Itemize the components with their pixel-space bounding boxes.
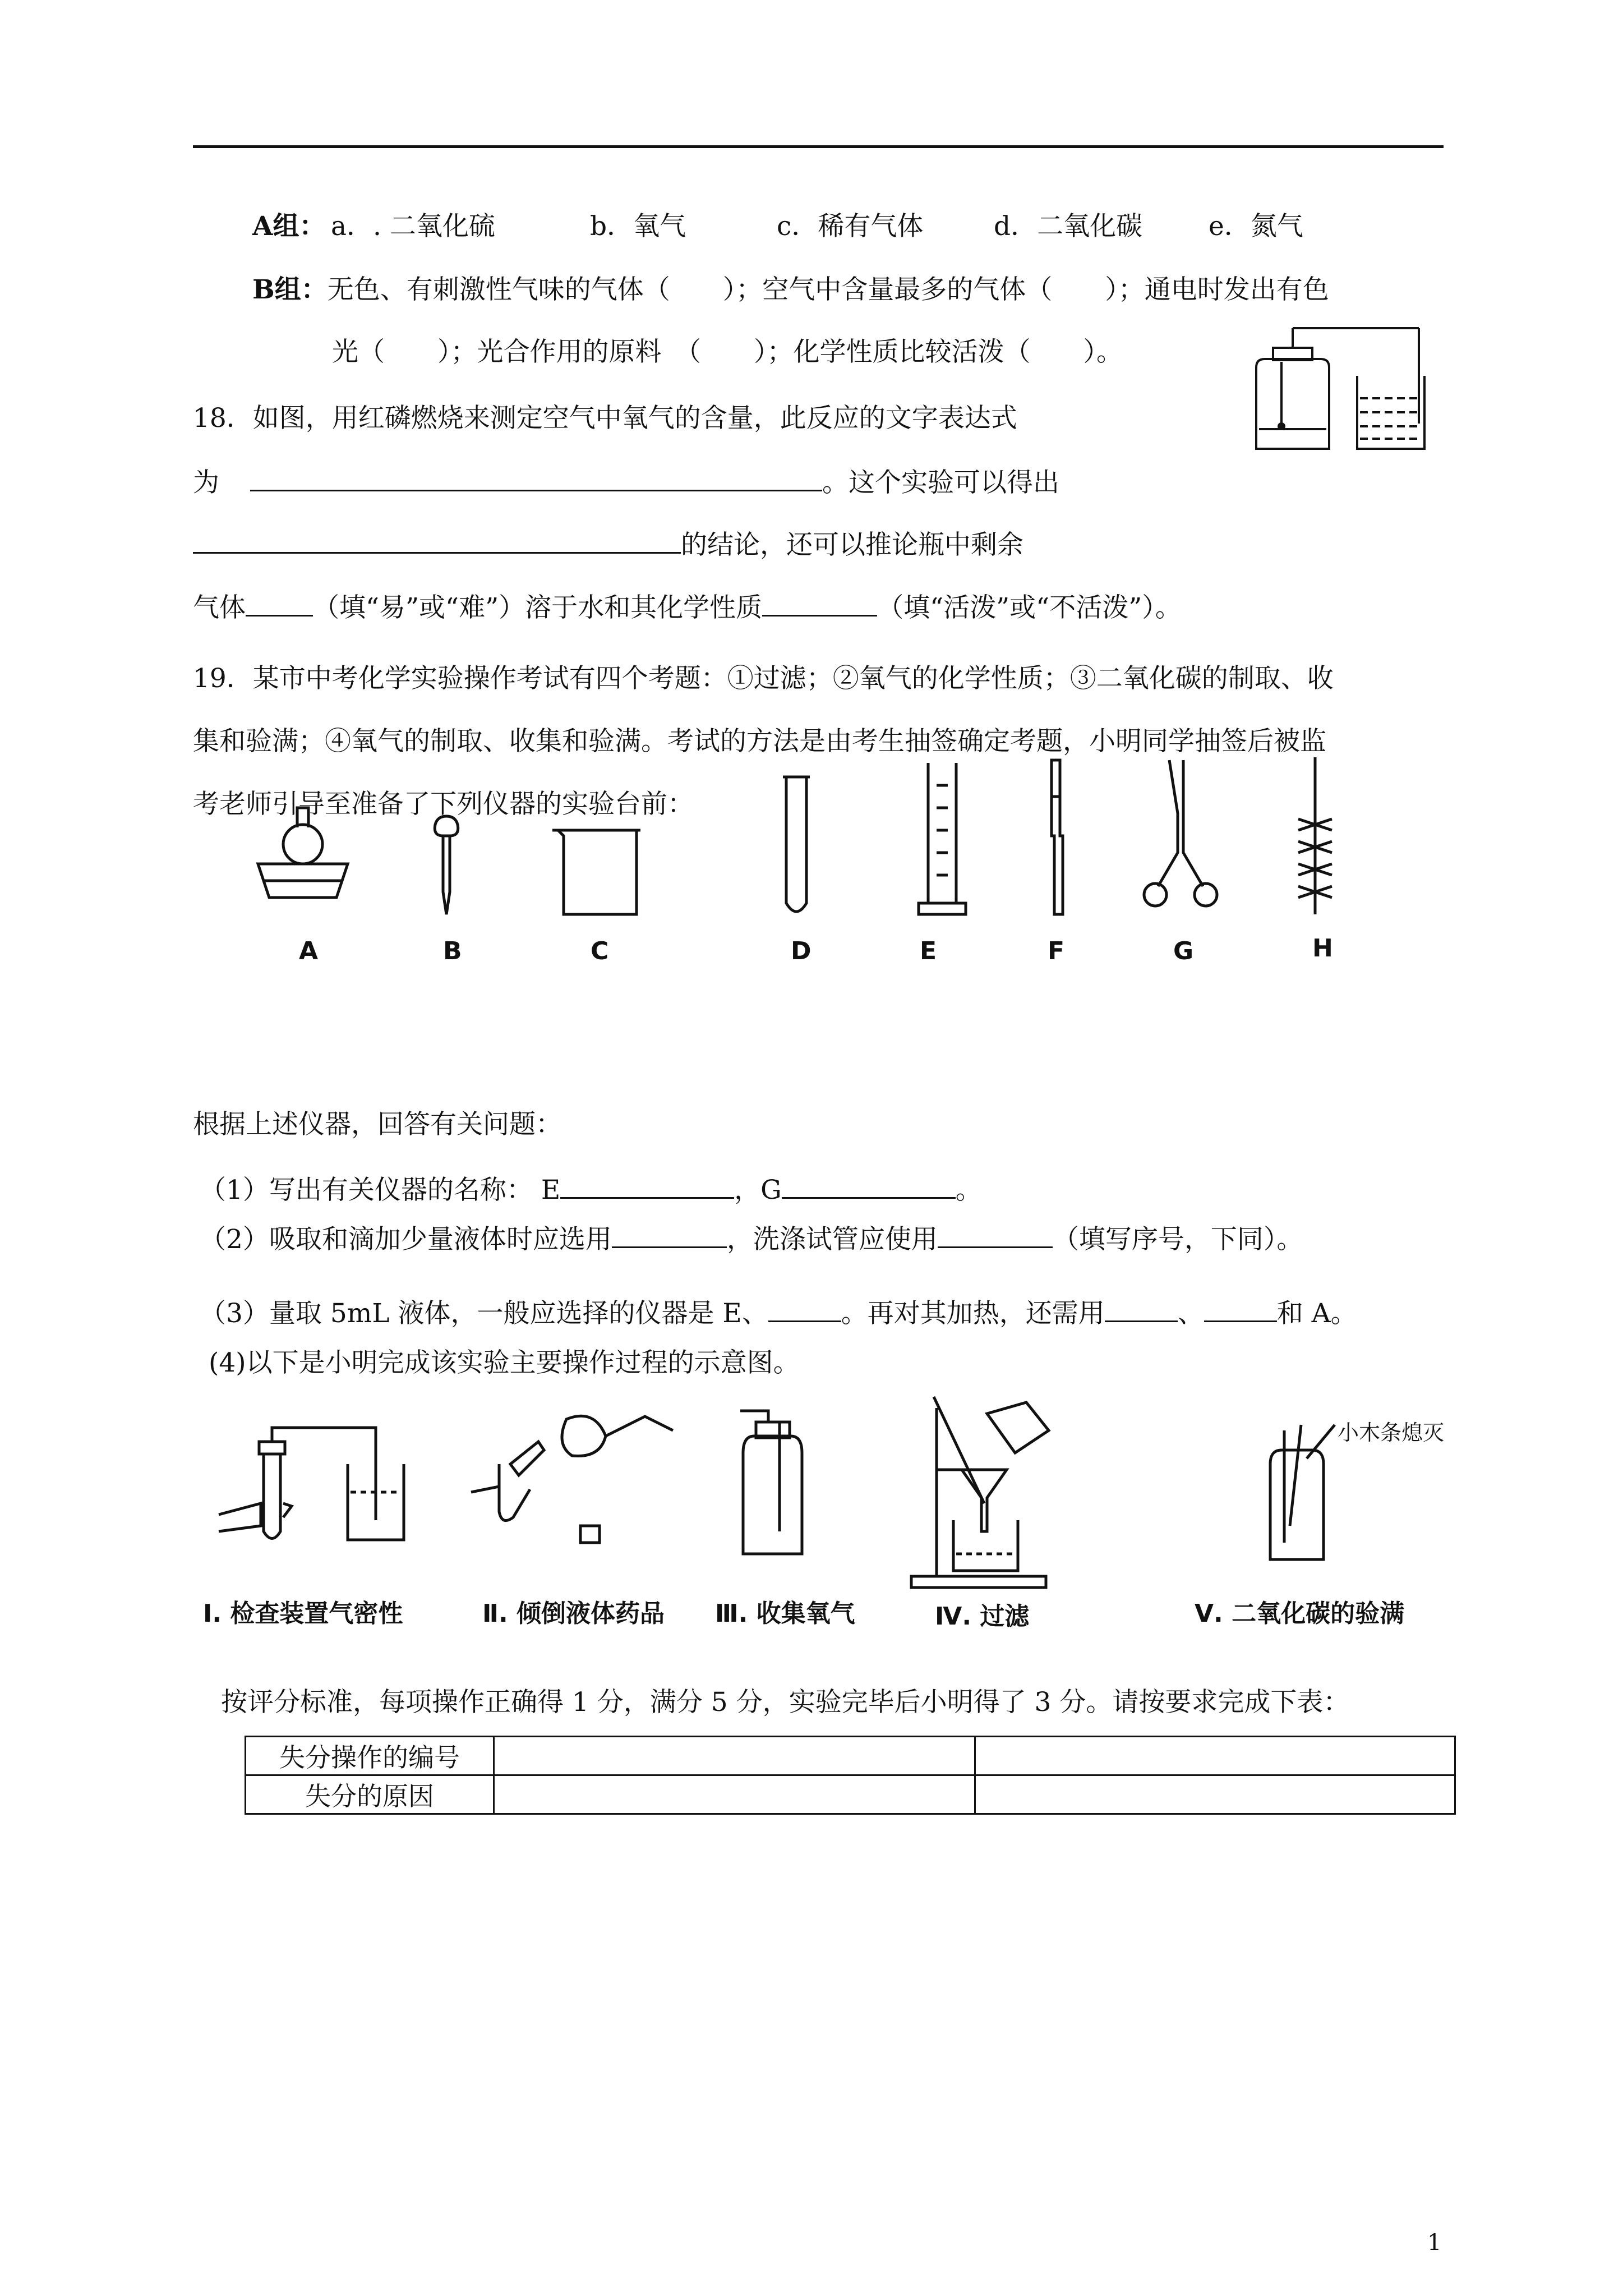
q18-line4-mid: （填“易”或“难”）溶于水和其化学性质	[313, 592, 763, 623]
phosphorus-dot	[1278, 422, 1285, 430]
pipette-icon	[1052, 760, 1063, 914]
instrument-label-a: A	[299, 937, 319, 965]
filtration-apparatus-icon	[911, 1397, 1049, 1588]
q18-line4-start: 气体	[193, 592, 246, 623]
table-cell[interactable]	[975, 1737, 1455, 1775]
q19-line2: 集和验满；④氧气的制取、收集和验满。考试的方法是由考生抽签确定考题，小明同学抽签后被监	[193, 726, 1326, 757]
instrument-label-g: G	[1173, 937, 1194, 965]
splint-note: 小木条熄灭	[1338, 1420, 1445, 1445]
alcohol-lamp-icon	[258, 808, 348, 898]
q19-sub1-mid: ，G	[734, 1175, 782, 1205]
instrument-label-e: E	[920, 937, 937, 965]
g-name-blank[interactable]	[782, 1172, 956, 1199]
group-a-option-e: e．氮气	[1209, 211, 1303, 242]
q19-sub2-mid: ，洗涤试管应使用	[726, 1224, 938, 1255]
q18-line4	[193, 590, 1182, 625]
q19-sub3	[200, 1296, 1357, 1331]
q19-line1: 19．某市中考化学实验操作考试有四个考题：①过滤；②氧气的化学性质；③二氧化碳的制取、收	[193, 663, 1334, 694]
q18-line2	[193, 465, 1059, 500]
instrument-label-d: D	[791, 937, 811, 965]
q19-sub4: (4)以下是小明完成该实验主要操作过程的示意图。	[209, 1347, 800, 1378]
q18-equation-blank[interactable]	[250, 465, 822, 491]
table-row2-label: 失分的原因	[246, 1775, 494, 1814]
group-a-option-b: b．氧气	[590, 211, 686, 242]
q19-sub3-mid: 。再对其加热，还需用	[841, 1298, 1105, 1329]
group-a-option-d: d．二氧化碳	[994, 211, 1143, 242]
group-b-label: B组：	[252, 274, 328, 305]
q19-sub3-end: 和 A。	[1276, 1298, 1357, 1329]
co2-check-bottle-icon	[1270, 1425, 1335, 1559]
table-cell[interactable]	[494, 1775, 975, 1814]
group-b-line2: 光（ ）；光合作用的原料 （ ）；化学性质比较活泼（ ）。	[332, 337, 1123, 367]
q19-sub2-start: （2）吸取和滴加少量液体时应选用	[200, 1224, 612, 1255]
step-caption-4: Ⅳ. 过滤	[935, 1602, 1030, 1631]
q19-sub3-sep: 、	[1177, 1298, 1204, 1329]
q19-sub2-end: （填写序号，下同）。	[1052, 1224, 1303, 1255]
q19-sub1	[200, 1172, 982, 1207]
group-a-line	[252, 210, 325, 243]
instrument-label-c: C	[591, 937, 609, 965]
dropper-choice-blank[interactable]	[612, 1222, 727, 1248]
heat-blank-1[interactable]	[1105, 1296, 1178, 1322]
table-cell[interactable]	[494, 1737, 975, 1775]
q19-intro: 根据上述仪器，回答有关问题：	[193, 1109, 562, 1140]
group-a-option-c: c．稀有气体	[777, 211, 924, 242]
group-b-text-1: 无色、有刺激性气味的气体（ ）；空气中含量最多的气体（ ）；通电时发出有色	[327, 274, 1329, 305]
instrument-label-b: B	[443, 937, 462, 965]
group-a-option-a: a．. 二氧化硫	[331, 211, 495, 242]
table-cell[interactable]	[975, 1775, 1455, 1814]
wash-choice-blank[interactable]	[938, 1222, 1053, 1248]
page-number: 1	[1427, 2230, 1442, 2256]
table-row	[246, 1737, 1455, 1775]
operation-steps-figure	[208, 1391, 1441, 1604]
graduated-cylinder-icon	[919, 763, 966, 914]
q18-solubility-blank[interactable]	[246, 590, 313, 616]
pour-liquid-icon	[471, 1416, 673, 1543]
e-name-blank[interactable]	[560, 1172, 734, 1199]
q19-sub2	[200, 1222, 1303, 1257]
q19-sub1-end: 。	[955, 1175, 982, 1205]
q18-line3	[193, 527, 1023, 562]
heat-blank-2[interactable]	[1204, 1296, 1277, 1322]
step-caption-2: Ⅱ. 倾倒液体药品	[482, 1599, 665, 1628]
group-b-line1	[252, 273, 1329, 307]
gas-collection-bottle-icon	[740, 1411, 802, 1554]
test-tube-brush-icon	[1298, 757, 1332, 914]
beaker-icon	[552, 830, 640, 914]
q18-line2-end: 。这个实验可以得出	[822, 467, 1059, 498]
score-table	[245, 1736, 1456, 1815]
q18-activity-blank[interactable]	[762, 590, 877, 616]
instrument-label-h: H	[1312, 934, 1333, 963]
red-phosphorus-apparatus-figure	[1234, 314, 1447, 460]
table-row	[246, 1775, 1455, 1814]
step-caption-1: Ⅰ. 检查装置气密性	[203, 1599, 403, 1628]
grading-text: 按评分标准，每项操作正确得 1 分，满分 5 分，实验完毕后小明得了 3 分。请按要求完成下表：	[221, 1687, 1350, 1718]
step-caption-3: Ⅲ. 收集氧气	[715, 1599, 855, 1628]
q18-line4-end: （填“活泼”或“不活泼”）。	[877, 592, 1182, 623]
test-tube-icon	[783, 777, 810, 912]
crucible-tongs-icon	[1144, 760, 1217, 906]
instrument-label-f: F	[1048, 937, 1065, 965]
airtightness-check-icon	[219, 1428, 404, 1540]
q18-line1: 18．如图，用红磷燃烧来测定空气中氧气的含量，此反应的文字表达式	[193, 403, 1017, 434]
step-caption-5: Ⅴ. 二氧化碳的验满	[1195, 1599, 1405, 1628]
q18-conclusion-blank[interactable]	[193, 527, 681, 554]
q18-line3-end: 的结论，还可以推论瓶中剩余	[681, 530, 1023, 560]
q19-sub1-start: （1）写出有关仪器的名称： E	[200, 1175, 561, 1205]
header-rule	[193, 145, 1444, 148]
q19-line3: 考老师引导至准备了下列仪器的实验台前：	[193, 789, 694, 820]
dropper-icon	[435, 816, 458, 914]
table-row1-label: 失分操作的编号	[246, 1737, 494, 1775]
q19-sub3-start: （3）量取 5mL 液体，一般应选择的仪器是 E、	[200, 1298, 768, 1329]
group-a-label: A组：	[252, 211, 326, 242]
measure-blank[interactable]	[768, 1296, 841, 1322]
q18-line2-start: 为	[193, 467, 219, 498]
